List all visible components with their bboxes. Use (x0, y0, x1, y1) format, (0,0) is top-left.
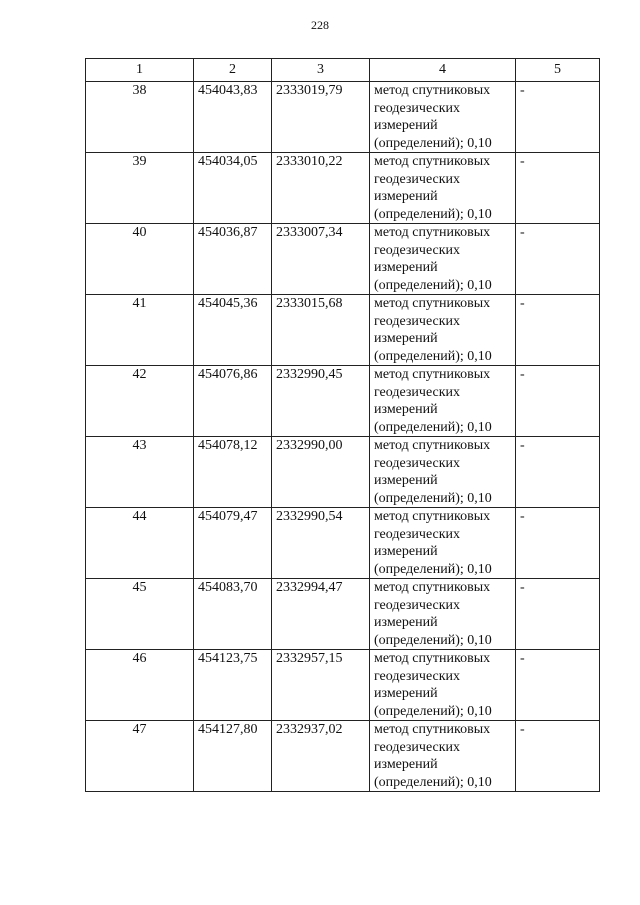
coord-x: 454045,36 (194, 295, 272, 366)
coord-x: 454036,87 (194, 224, 272, 295)
point-number: 40 (86, 224, 194, 295)
table-row (86, 82, 600, 153)
coord-y: 2332994,47 (272, 579, 370, 650)
method-text: метод спутниковых геодезических измерений (определений); 0,10 (370, 366, 516, 437)
coord-y: 2332957,15 (272, 650, 370, 721)
table-row (86, 508, 600, 579)
coord-x: 454127,80 (194, 721, 272, 792)
note-text: - (516, 437, 600, 508)
table-row (86, 295, 600, 366)
table-row (86, 437, 600, 508)
coord-x: 454034,05 (194, 153, 272, 224)
method-text: метод спутниковых геодезических измерений (определений); 0,10 (370, 224, 516, 295)
note-text: - (516, 295, 600, 366)
coord-x: 454079,47 (194, 508, 272, 579)
note-text: - (516, 721, 600, 792)
method-text: метод спутниковых геодезических измерений (определений); 0,10 (370, 295, 516, 366)
point-number: 44 (86, 508, 194, 579)
note-text: - (516, 366, 600, 437)
column-header-3: 3 (272, 59, 370, 82)
coord-x: 454083,70 (194, 579, 272, 650)
column-header-4: 4 (370, 59, 516, 82)
table-row (86, 224, 600, 295)
point-number: 42 (86, 366, 194, 437)
point-number: 41 (86, 295, 194, 366)
note-text: - (516, 224, 600, 295)
coord-y: 2332937,02 (272, 721, 370, 792)
table-row (86, 366, 600, 437)
coord-x: 454123,75 (194, 650, 272, 721)
note-text: - (516, 508, 600, 579)
column-header-2: 2 (194, 59, 272, 82)
coord-y: 2332990,00 (272, 437, 370, 508)
method-text: метод спутниковых геодезических измерений (определений); 0,10 (370, 650, 516, 721)
coord-x: 454043,83 (194, 82, 272, 153)
coord-x: 454078,12 (194, 437, 272, 508)
coord-y: 2332990,54 (272, 508, 370, 579)
coord-y: 2333015,68 (272, 295, 370, 366)
point-number: 45 (86, 579, 194, 650)
coordinates-table (85, 58, 600, 792)
point-number: 38 (86, 82, 194, 153)
method-text: метод спутниковых геодезических измерений (определений); 0,10 (370, 721, 516, 792)
method-text: метод спутниковых геодезических измерений (определений); 0,10 (370, 508, 516, 579)
coord-y: 2333019,79 (272, 82, 370, 153)
table-row (86, 650, 600, 721)
header-row (86, 59, 600, 82)
point-number: 39 (86, 153, 194, 224)
method-text: метод спутниковых геодезических измерений (определений); 0,10 (370, 437, 516, 508)
method-text: метод спутниковых геодезических измерений (определений); 0,10 (370, 579, 516, 650)
table-row (86, 721, 600, 792)
point-number: 43 (86, 437, 194, 508)
table-body (86, 82, 600, 792)
coord-y: 2333007,34 (272, 224, 370, 295)
point-number: 46 (86, 650, 194, 721)
method-text: метод спутниковых геодезических измерений (определений); 0,10 (370, 82, 516, 153)
coord-y: 2333010,22 (272, 153, 370, 224)
column-header-5: 5 (516, 59, 600, 82)
table-row (86, 579, 600, 650)
page-number: 228 (311, 18, 329, 32)
method-text: метод спутниковых геодезических измерений (определений); 0,10 (370, 153, 516, 224)
note-text: - (516, 650, 600, 721)
point-number: 47 (86, 721, 194, 792)
column-header-1: 1 (86, 59, 194, 82)
note-text: - (516, 153, 600, 224)
table-row (86, 153, 600, 224)
note-text: - (516, 579, 600, 650)
table-header (86, 59, 600, 82)
note-text: - (516, 82, 600, 153)
coord-x: 454076,86 (194, 366, 272, 437)
coord-y: 2332990,45 (272, 366, 370, 437)
